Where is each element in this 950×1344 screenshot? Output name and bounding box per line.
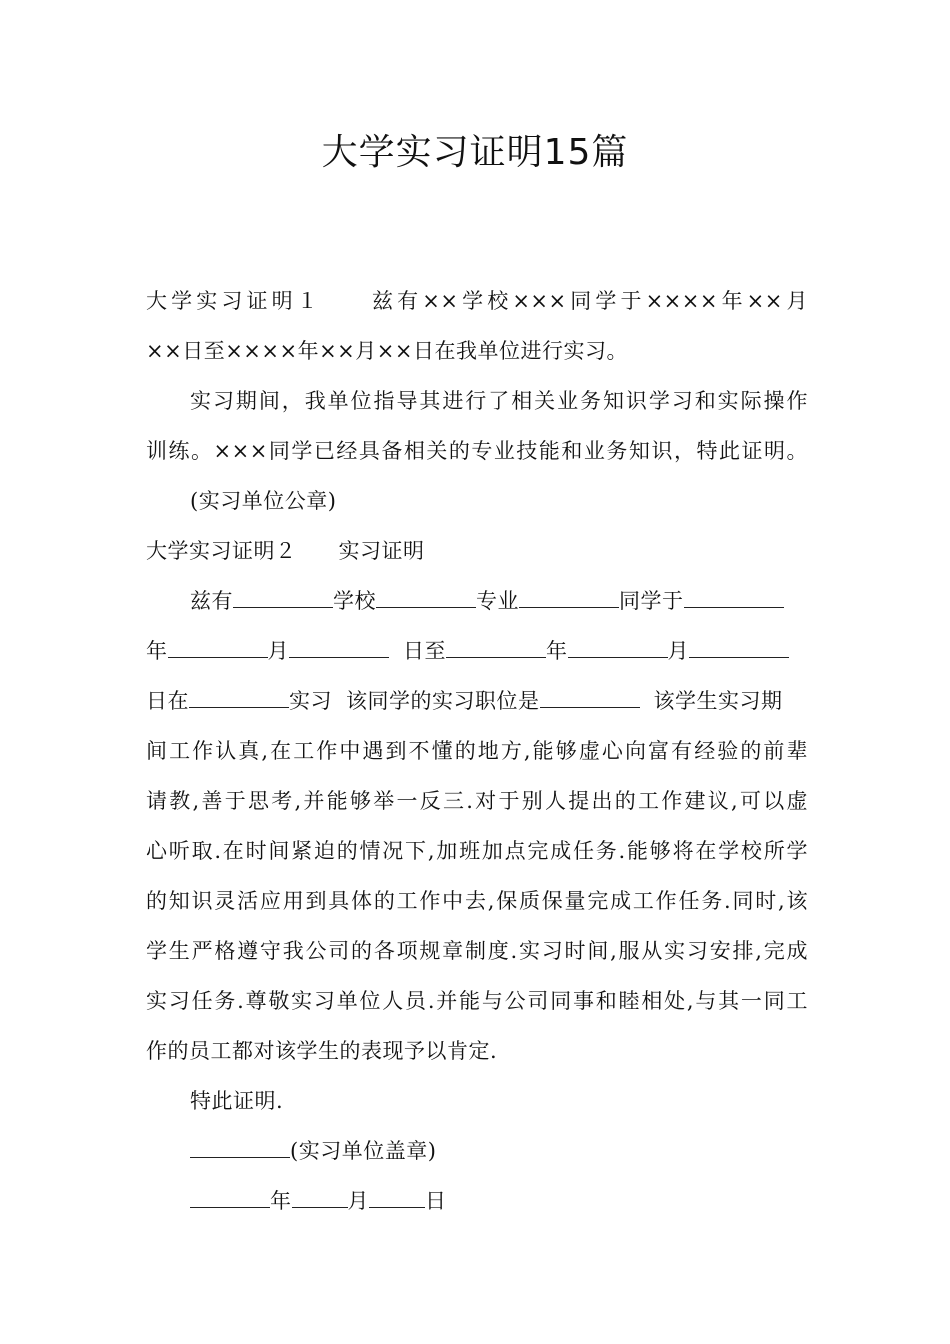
text-line: 学生严格遵守我公司的各项规章制度.实习时间,服从实习安排,完成 xyxy=(146,939,808,963)
fill-blank xyxy=(233,589,333,608)
form-text: 实习 xyxy=(289,689,332,713)
form-text: 该同学的实习职位是 xyxy=(346,689,540,713)
fill-blank xyxy=(519,589,619,608)
form-text: 专业 xyxy=(476,589,519,613)
form-row xyxy=(190,586,808,616)
fill-blank xyxy=(369,1189,425,1208)
form-text: 学校 xyxy=(333,589,376,613)
fill-blank xyxy=(190,1189,270,1208)
fill-blank xyxy=(540,689,640,708)
seal-note: (实习单位公章) xyxy=(190,489,337,513)
text-line: 训练。×××同学已经具备相关的专业技能和业务知识，特此证明。 xyxy=(146,439,808,463)
form-text: 日在 xyxy=(146,689,189,713)
fill-blank xyxy=(190,1139,290,1158)
text-line: 心听取.在时间紧迫的情况下,加班加点完成任务.能够将在学校所学 xyxy=(146,839,808,863)
section-heading-label: 大学实习证明２ xyxy=(146,539,297,563)
fill-blank xyxy=(168,639,268,658)
fill-blank xyxy=(689,639,789,658)
seal-label: (实习单位盖章) xyxy=(290,1139,437,1163)
form-row xyxy=(146,686,808,716)
text-line: 的知识灵活应用到具体的工作中去,保质保量完成工作任务.同时,该 xyxy=(146,889,808,913)
form-row xyxy=(146,636,808,666)
section-heading xyxy=(146,536,808,566)
form-text: 兹有 xyxy=(190,589,233,613)
closing-text: 特此证明. xyxy=(190,1089,284,1113)
date-year-label: 年 xyxy=(270,1189,292,1213)
text-line: 请教,善于思考,并能够举一反三.对于别人提出的工作建议,可以虚 xyxy=(146,789,808,813)
date-month-label: 月 xyxy=(347,1189,369,1213)
form-text: 年 xyxy=(146,639,168,663)
section-heading-sub: 实习证明 xyxy=(338,539,425,563)
fill-blank xyxy=(376,589,476,608)
form-text: 该学生实习期 xyxy=(653,689,783,713)
fill-blank xyxy=(189,689,289,708)
text-line: 间工作认真,在工作中遇到不懂的地方,能够虚心向富有经验的前辈 xyxy=(146,739,808,763)
date-row xyxy=(190,1186,808,1216)
fill-blank xyxy=(568,639,668,658)
form-text: 年 xyxy=(546,639,568,663)
fill-blank xyxy=(446,639,546,658)
fill-blank xyxy=(684,589,784,608)
form-text: 月 xyxy=(667,639,689,663)
form-text: 同学于 xyxy=(619,589,684,613)
text-line: 实习任务.尊敬实习单位人员.并能与公司同事和睦相处,与其一同工 xyxy=(146,989,808,1013)
seal-row xyxy=(190,1136,808,1166)
text-line: 作的员工都对该学生的表现予以肯定. xyxy=(146,1039,498,1063)
text-line: 大学实习证明１ 兹有××学校×××同学于××××年××月 xyxy=(146,289,808,313)
date-day-label: 日 xyxy=(425,1189,447,1213)
text-line: ××日至××××年××月××日在我单位进行实习。 xyxy=(146,339,628,363)
fill-blank xyxy=(289,639,389,658)
page-title: 大学实习证明15篇 xyxy=(321,132,629,173)
form-text: 日至 xyxy=(403,639,446,663)
text-line: 实习期间，我单位指导其进行了相关业务知识学习和实际操作 xyxy=(190,389,808,413)
form-text: 月 xyxy=(267,639,289,663)
fill-blank xyxy=(292,1189,348,1208)
